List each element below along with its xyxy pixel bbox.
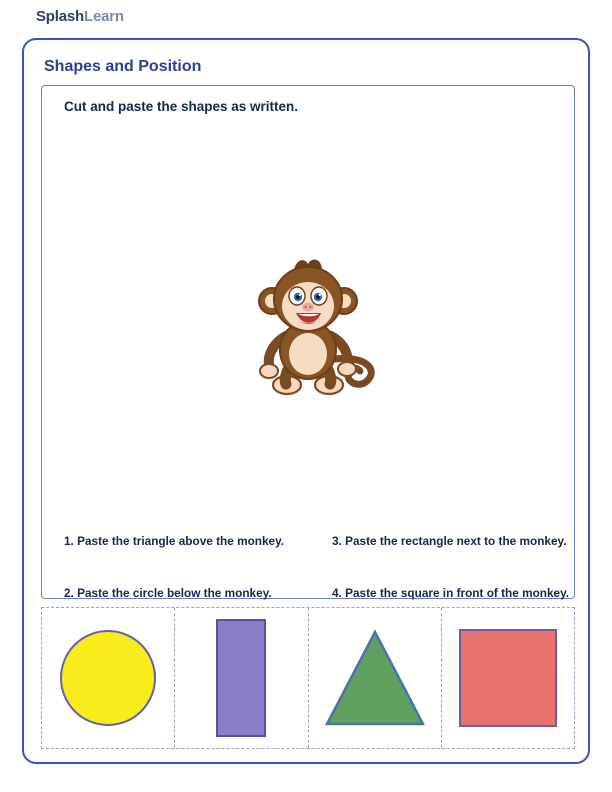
- question-item-2: 2. Paste the circle below the monkey.: [64, 586, 272, 600]
- question-item-1: 1. Paste the triangle above the monkey.: [64, 534, 285, 548]
- question-panel: [41, 85, 575, 599]
- cutout-cell-square[interactable]: [442, 608, 574, 748]
- shape-triangle[interactable]: [323, 628, 427, 728]
- cutout-cell-circle[interactable]: [42, 608, 175, 748]
- question-item-3: 3. Paste the rectangle next to the monkey.: [332, 534, 567, 548]
- cutout-cell-triangle[interactable]: [309, 608, 442, 748]
- page-title: Shapes and Position: [44, 58, 202, 75]
- monkey-icon: [234, 244, 384, 414]
- shape-rectangle[interactable]: [216, 619, 266, 737]
- question-item-4: 4. Paste the square in front of the monkey.: [332, 586, 570, 600]
- brand-name-secondary: Learn: [83, 8, 124, 25]
- brand-name-primary: Splash: [36, 8, 84, 25]
- brand-logo: [36, 8, 124, 25]
- instruction-text: Cut and paste the shapes as written.: [64, 99, 299, 114]
- monkey-illustration: [42, 236, 576, 421]
- shape-square[interactable]: [459, 629, 557, 727]
- question-list: [42, 526, 576, 600]
- cutout-cell-rectangle[interactable]: [175, 608, 308, 748]
- shape-circle[interactable]: [60, 630, 156, 726]
- worksheet-card: [22, 38, 590, 764]
- cutout-strip: [41, 607, 575, 749]
